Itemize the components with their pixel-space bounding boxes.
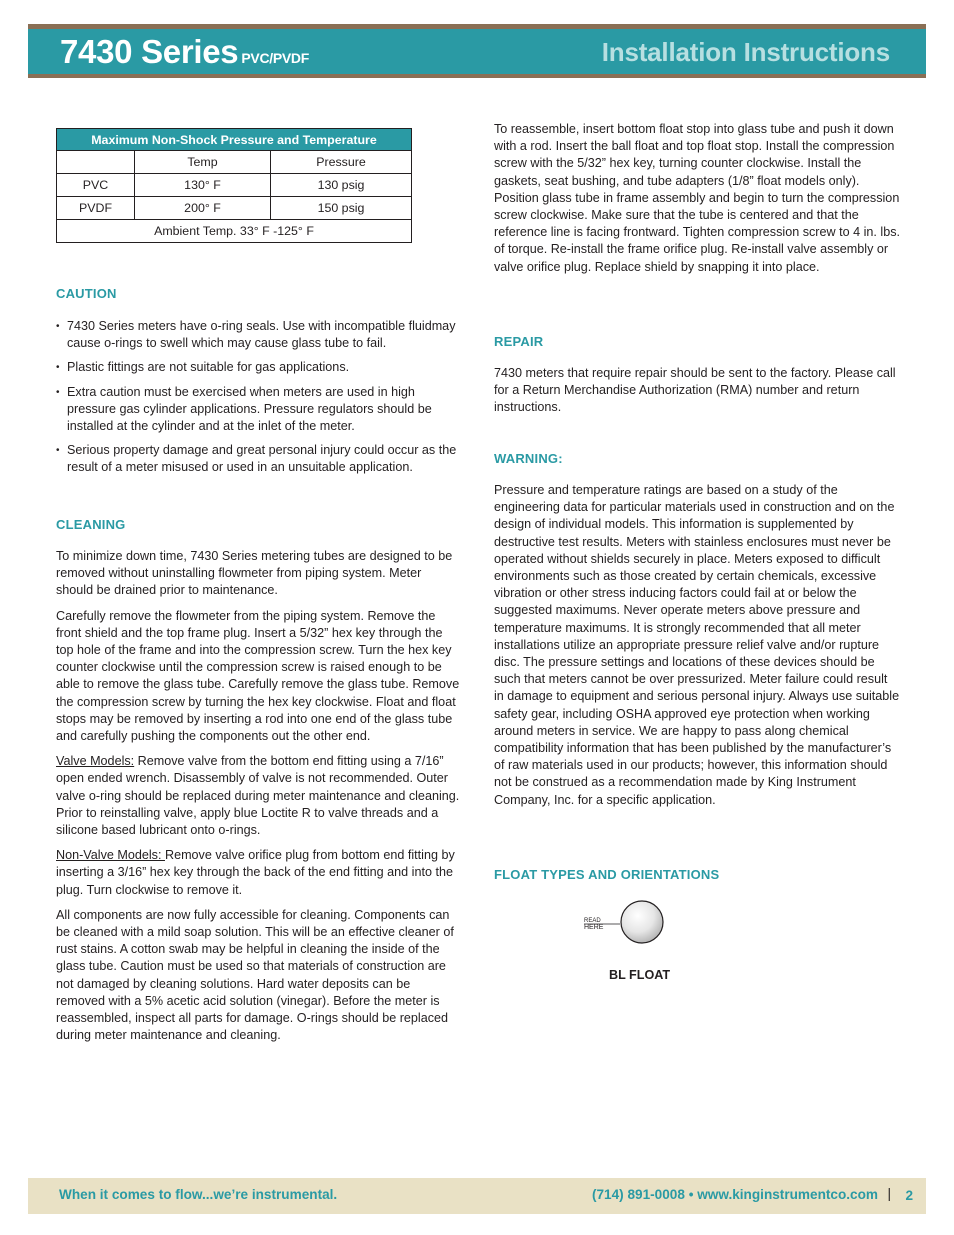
table-header-temp: Temp <box>135 151 271 174</box>
header-banner <box>28 29 926 74</box>
footer-separator: | <box>887 1186 891 1201</box>
valve-models-label: Valve Models: <box>56 754 135 769</box>
caution-heading: CAUTION <box>56 286 117 301</box>
valve-models-text: Remove valve from the bottom end fitting using a 7/16” open ended wrench. Disassembly of valve is not recommended. Outer valve o-ring should be replaced during meter maintenance and cleaning. Prior to reinstalling valve, apply blue Loctite R to valve threads and a silicone based lubricant onto o-rings. <box>56 754 460 838</box>
nonvalve-models-label: Non-Valve Models: <box>56 848 165 863</box>
list-item: • Extra caution must be exercised when meters are used in high pressure gas cylinder applications. Pressure regulators should be installed at the cylinder and at the inlet of the meter. <box>56 384 460 436</box>
caution-list <box>56 318 460 477</box>
cleaning-heading: CLEANING <box>56 517 126 532</box>
table-row <box>57 197 412 220</box>
table-header-blank <box>57 151 135 174</box>
repair-heading: REPAIR <box>494 334 544 349</box>
reassemble-paragraph: To reassemble, insert bottom float stop into glass tube and push it down with a rod. Insert the ball float and top float stop. Install the compression screw with the 5/32” hex key, turning counter clockwise. Install the gaskets, seat bushing, and tube adapters (1/8” float models only). Position glass tube in frame assembly and begin to turn the compression screw clockwise. Make sure that the tube is centered and that the reference line is facing frontward. Tighten compression screw to 4 in. lbs. of torque. Re-install the frame orifice plug. Re-install valve assembly or valve orifice plug. Replace shield by snapping it into place. <box>494 122 900 274</box>
list-item: • Plastic fittings are not suitable for gas applications. <box>56 359 460 376</box>
cleaning-paragraph: To minimize down time, 7430 Series metering tubes are designed to be removed without uninstalling flowmeter from piping system. Meter should be drained prior to maintenance. <box>56 549 453 598</box>
table-ambient-note: Ambient Temp. 33° F -125° F <box>57 220 412 243</box>
table-cell-pressure: 150 psig <box>271 197 412 220</box>
repair-paragraph: 7430 meters that require repair should be sent to the factory. Please call for a Return Merchandise Authorization (RMA) number and return instructions. <box>494 366 896 415</box>
page-number: 2 <box>905 1188 913 1203</box>
list-item: • Serious property damage and great personal injury could occur as the result of a meter misused or used in an unsuitable application. <box>56 442 460 476</box>
table-cell-temp: 200° F <box>135 197 271 220</box>
warning-heading: WARNING: <box>494 451 563 466</box>
cleaning-paragraph: All components are now fully accessible for cleaning. Components can be cleaned with a mild soap solution. This will be an effective cleaner of rust stains. A cotton swab may be helpful in cleaning the inside of the glass tube. Caution must be used so that materials of construction are not damaged by cleaning solutions. Hard water deposits can be removed with a 5% acetic acid solution (vinegar). Before the meter is reassembled, inspect all parts for damage. O-rings should be replaced during meter maintenance and cleaning. <box>56 907 454 1043</box>
nonvalve-models-text: Remove valve orifice plug from bottom end fitting by inserting a 3/16” hex key through the back of the end fitting and into the plug. Turn clockwise to remove it. <box>56 848 455 897</box>
table-cell-temp: 130° F <box>135 174 271 197</box>
footer-tagline: When it comes to flow...we’re instrumental. <box>59 1187 338 1202</box>
cleaning-body <box>56 548 460 1052</box>
caution-list-block <box>56 318 460 484</box>
warning-body <box>494 482 900 817</box>
table-row <box>57 174 412 197</box>
warning-paragraph: Pressure and temperature ratings are based on a study of the engineering data for particular materials used in construction and on the design of individual models. This information is supplemented by destructive test results. Meters with stainless enclosures must never be operated without shields securely in place. Meters exposed to difficult environments such as those created by certain chemicals, excessive vibration or other stress inducing factors could fail at or below the suggested maximums. Never operate meters above pressure and temperature maximums. It is strongly recommended that all meter installations utilize an appropriate pressure relief valve and/or rupture disc. The pressure settings and locations of these devices should be such that meters cannot be over pressurized. Meter failure could result in damage to equipment and serious personal injury. Always use suitable safety gear, including OSHA approved eye protection when working around meters in service. We are happy to pass along chemical compatibility information that has been published by the manufacturer’s of raw materials used in our products; however, this information should not be construed as a recommendation made by King Instrument Company, Inc. for a specific application. <box>494 483 900 807</box>
valve-models-paragraph <box>56 753 460 839</box>
header-bottom-rule <box>28 74 926 78</box>
bl-float-label: BL FLOAT <box>609 968 671 982</box>
float-types-heading: FLOAT TYPES AND ORIENTATIONS <box>494 867 720 882</box>
bl-float-diagram <box>580 898 700 948</box>
page-title: 7430 Series PVC/PVDF <box>60 33 309 70</box>
table-cell-material: PVC <box>57 174 135 197</box>
nonvalve-models-paragraph <box>56 847 460 899</box>
page-subtitle: PVC/PVDF <box>241 50 309 66</box>
table-cell-pressure: 130 psig <box>271 174 412 197</box>
repair-body <box>494 365 900 425</box>
read-here-label-top: READ <box>584 918 601 924</box>
reassemble-body <box>494 121 900 284</box>
pressure-temperature-table <box>56 128 412 243</box>
table-header-pressure: Pressure <box>271 151 412 174</box>
ball-float-icon <box>621 901 663 943</box>
footer-bar <box>28 1178 926 1214</box>
footer-contact[interactable]: (714) 891-0008 • www.kinginstrumentco.com <box>591 1187 878 1202</box>
doc-type-title: Installation Instructions <box>601 37 890 67</box>
table-cell-material: PVDF <box>57 197 135 220</box>
read-here-label-bottom: HERE <box>584 924 604 931</box>
list-item: • 7430 Series meters have o-ring seals. Use with incompatible fluidmay cause o-rings to swell which may cause glass tube to fail. <box>56 318 460 352</box>
cleaning-paragraph: Carefully remove the flowmeter from the piping system. Remove the front shield and the top frame plug. Insert a 5/32” hex key through the top hole of the frame and into the compression screw. Turn the hex key counter clockwise until the compression screw is raised enough to be able to remove the glass tube. Carefully remove the glass tube. Remove the compression screw by turning the hex key clockwise. Float and float stops may be removed by inserting a rod into one end of the glass tube and carefully pushing the components out the other end. <box>56 608 460 744</box>
table-title: Maximum Non-Shock Pressure and Temperature <box>57 129 412 151</box>
